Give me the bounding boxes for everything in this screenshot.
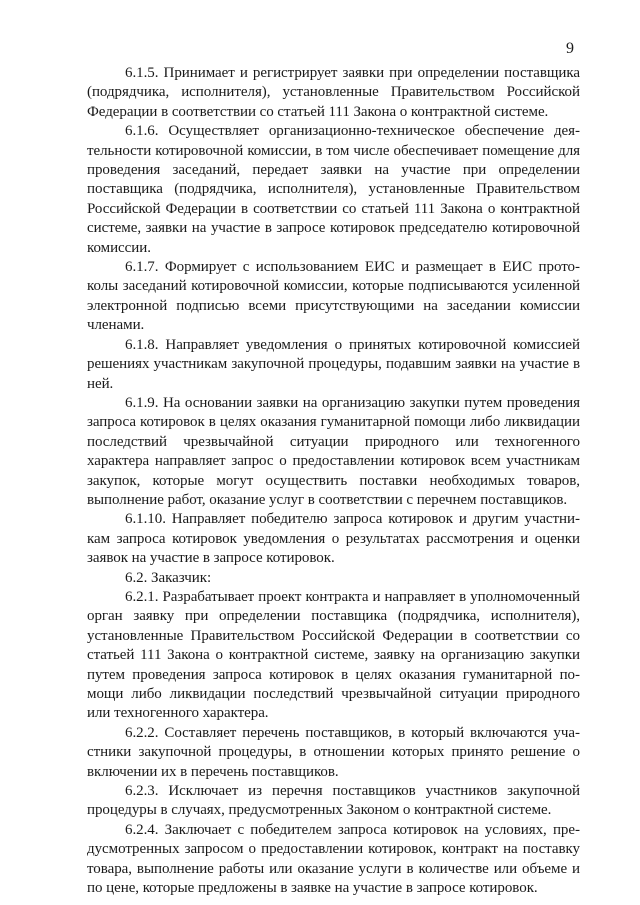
paragraph-6-1-6: 6.1.6. Осуществляет организационно-техническое обеспечение деятельности котировочной комиссии, в том числе обеспечивает помещение для проведения заседаний, передает заявки на участие при определении поставщика (подрядчика, исполнителя), установленные Правительством Российской Федерации в соответствии со статьей 111 Закона о контрактной системе, заявки на участие в запросе котировок председателю котировочной комиссии. (87, 123, 580, 256)
paragraph-6-2-4: 6.2.4. Заключает с победителем запроса котировок на условиях, предусмотренных запросом о предоставлении котировок, контракт на поставку товара, выполнение работы или оказание услуги в количестве или объеме и по цене, которые предложены в заявке на участие в запросе котировок. (87, 821, 580, 897)
section-heading-6-2: 6.2. Заказчик: (125, 569, 212, 586)
paragraph-6-1-8: 6.1.8. Направляет уведомления о принятых котировочной комиссией решениях участникам закупочной процедуры, подавшим заявки на участие в ней. (87, 336, 580, 392)
paragraph-6-1-7: 6.1.7. Формирует с использованием ЕИС и размещает в ЕИС протоколы заседаний котировочной комиссии, которые подписываются усиленной электронной подписью всеми присутствующими на заседании комиссии членами. (87, 259, 580, 334)
paragraph-6-2-2: 6.2.2. Составляет перечень поставщиков, в который включаются участники закупочной процедуры, в отношении которых принято решение о включении их в перечень поставщиков. (87, 724, 580, 780)
paragraph-6-1-5: 6.1.5. Принимает и регистрирует заявки при определении поставщика (подрядчика, исполнителя), установленные Правительством Российской Федерации в соответствии со статьей 111 Закона о контрактной системе. (87, 65, 580, 120)
page-number: 9 (566, 40, 574, 57)
paragraph-6-2-3: 6.2.3. Исключает из перечня поставщиков участников закупочной процедуры в случаях, предусмотренных Законом о контрактной системе. (87, 783, 580, 819)
paragraph-6-1-10: 6.1.10. Направляет победителю запроса котировок и другим участникам запроса котировок уведомления о результатах рассмотрения и оценки заявок на участие в запросе котировок. (87, 511, 580, 567)
paragraph-6-1-9: 6.1.9. На основании заявки на организацию закупки путем проведения запроса котировок в целях оказания гуманитарной помощи либо ликвидации последствий чрезвычайной ситуации природного или техногенного характера направляет запрос о предоставлении котировок всем участникам закупок, которые могут осуществить поставки необходимых товаров, выполнение работ, оказание услуг в соответствии с перечнем поставщиков. (87, 394, 580, 508)
paragraph-6-2-1: 6.2.1. Разрабатывает проект контракта и направляет в уполномоченный орган заявку при определении поставщика (подрядчика, исполнителя), установленные Правительством Российской Федерации в соответствии со статьей 111 Закона о контрактной системе, заявку на организацию закупки путем проведения запроса котировок в целях оказания гуманитарной помощи либо ликвидации последствий чрезвычайной ситуации природного или техногенного характера. (87, 588, 580, 722)
document-body (87, 64, 580, 898)
